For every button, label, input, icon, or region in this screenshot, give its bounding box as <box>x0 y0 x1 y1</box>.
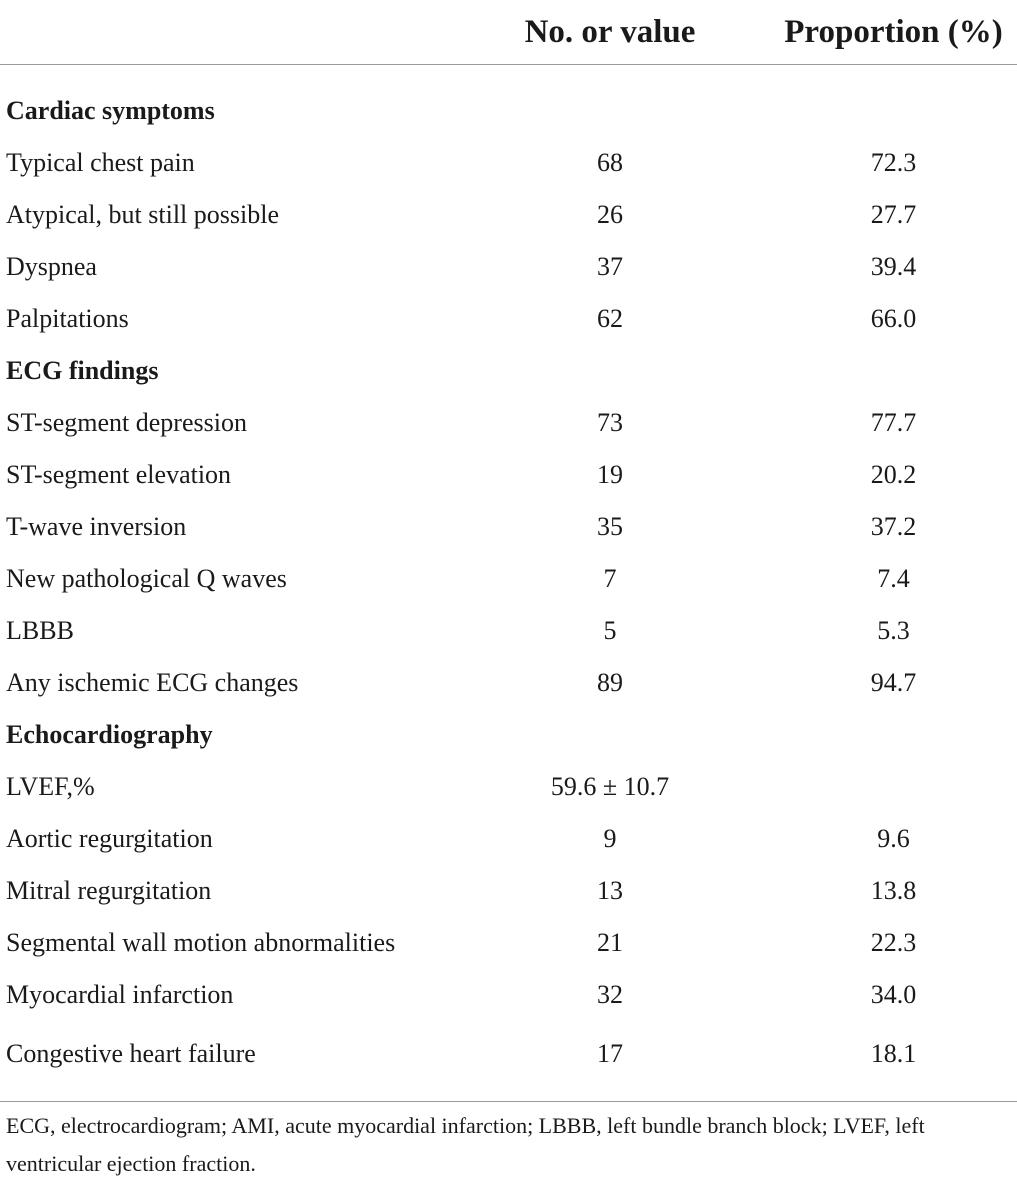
row-value: 13 <box>597 876 623 905</box>
row-proportion: 39.4 <box>870 252 917 281</box>
section-row <box>0 345 1017 397</box>
row-label: Any ischemic ECG changes <box>6 668 299 697</box>
row-label: New pathological Q waves <box>6 564 287 593</box>
row-label: Segmental wall motion abnormalities <box>6 928 396 957</box>
row-label: Atypical, but still possible <box>6 200 279 229</box>
table-body <box>0 65 1017 1102</box>
header-value-column: No. or value <box>480 0 730 65</box>
table-row <box>0 605 1017 657</box>
row-value: 73 <box>597 408 623 437</box>
row-value: 89 <box>597 668 623 697</box>
row-value: 68 <box>597 148 623 177</box>
row-label: Congestive heart failure <box>0 1021 480 1102</box>
row-value: 59.6 ± 10.7 <box>550 772 670 801</box>
header-row <box>0 0 1017 65</box>
row-value: 7 <box>603 564 617 593</box>
table-row <box>0 241 1017 293</box>
table-row <box>0 1021 1017 1102</box>
table-footnote: ECG, electrocardiogram; AMI, acute myocardial infarction; LBBB, left bundle branch block; LVEF, left ventricular ejection fraction. <box>6 1113 925 1176</box>
row-proportion <box>730 345 1017 397</box>
row-proportion <box>730 709 1017 761</box>
row-label: Myocardial infarction <box>6 980 234 1009</box>
table-row <box>0 293 1017 345</box>
row-proportion: 5.3 <box>877 616 910 645</box>
row-label: ST-segment depression <box>6 408 247 437</box>
row-proportion: 22.3 <box>870 928 917 957</box>
row-proportion: 34.0 <box>870 980 917 1009</box>
table-row <box>0 969 1017 1021</box>
row-proportion: 72.3 <box>870 148 917 177</box>
row-value <box>480 345 730 397</box>
row-label: T-wave inversion <box>6 512 187 541</box>
row-label: Palpitations <box>6 304 129 333</box>
row-value <box>480 65 730 138</box>
section-heading: Cardiac symptoms <box>6 96 215 125</box>
row-label: LVEF,% <box>6 772 95 801</box>
row-proportion: 37.2 <box>870 512 917 541</box>
row-proportion: 20.2 <box>870 460 917 489</box>
row-value: 37 <box>597 252 623 281</box>
row-value: 9 <box>603 824 617 853</box>
table-row <box>0 501 1017 553</box>
table-row <box>0 397 1017 449</box>
row-label: LBBB <box>6 616 74 645</box>
row-value <box>480 709 730 761</box>
row-proportion: 66.0 <box>870 304 917 333</box>
table-row <box>0 917 1017 969</box>
table-row <box>0 189 1017 241</box>
row-value: 17 <box>480 1021 730 1102</box>
row-proportion: 7.4 <box>877 564 910 593</box>
row-label: ST-segment elevation <box>6 460 232 489</box>
row-value: 62 <box>597 304 623 333</box>
table-row <box>0 449 1017 501</box>
table-row <box>0 657 1017 709</box>
row-proportion <box>730 761 1017 813</box>
row-proportion: 9.6 <box>877 824 910 853</box>
row-label: Aortic regurgitation <box>6 824 213 853</box>
section-row <box>0 709 1017 761</box>
section-heading: ECG findings <box>6 356 159 385</box>
table-row <box>0 553 1017 605</box>
table-row <box>0 137 1017 189</box>
row-proportion: 18.1 <box>730 1021 1017 1102</box>
table-header <box>0 0 1017 65</box>
row-label: Mitral regurgitation <box>6 876 212 905</box>
row-value: 32 <box>597 980 623 1009</box>
section-row <box>0 65 1017 138</box>
row-proportion: 77.7 <box>870 408 917 437</box>
row-value: 19 <box>597 460 623 489</box>
row-label: Dyspnea <box>6 252 97 281</box>
row-value: 35 <box>597 512 623 541</box>
row-label: Typical chest pain <box>6 148 195 177</box>
section-heading: Echocardiography <box>6 720 213 749</box>
row-value: 26 <box>597 200 623 229</box>
table-row <box>0 865 1017 917</box>
header-proportion-column: Proportion (%) <box>730 0 1017 65</box>
table-row <box>0 813 1017 865</box>
row-proportion: 13.8 <box>870 876 917 905</box>
row-proportion: 27.7 <box>870 200 917 229</box>
row-proportion <box>730 65 1017 138</box>
row-proportion: 94.7 <box>870 668 917 697</box>
header-label-column <box>0 0 480 65</box>
row-value: 5 <box>603 616 617 645</box>
row-value: 21 <box>597 928 623 957</box>
table-row <box>0 761 1017 813</box>
